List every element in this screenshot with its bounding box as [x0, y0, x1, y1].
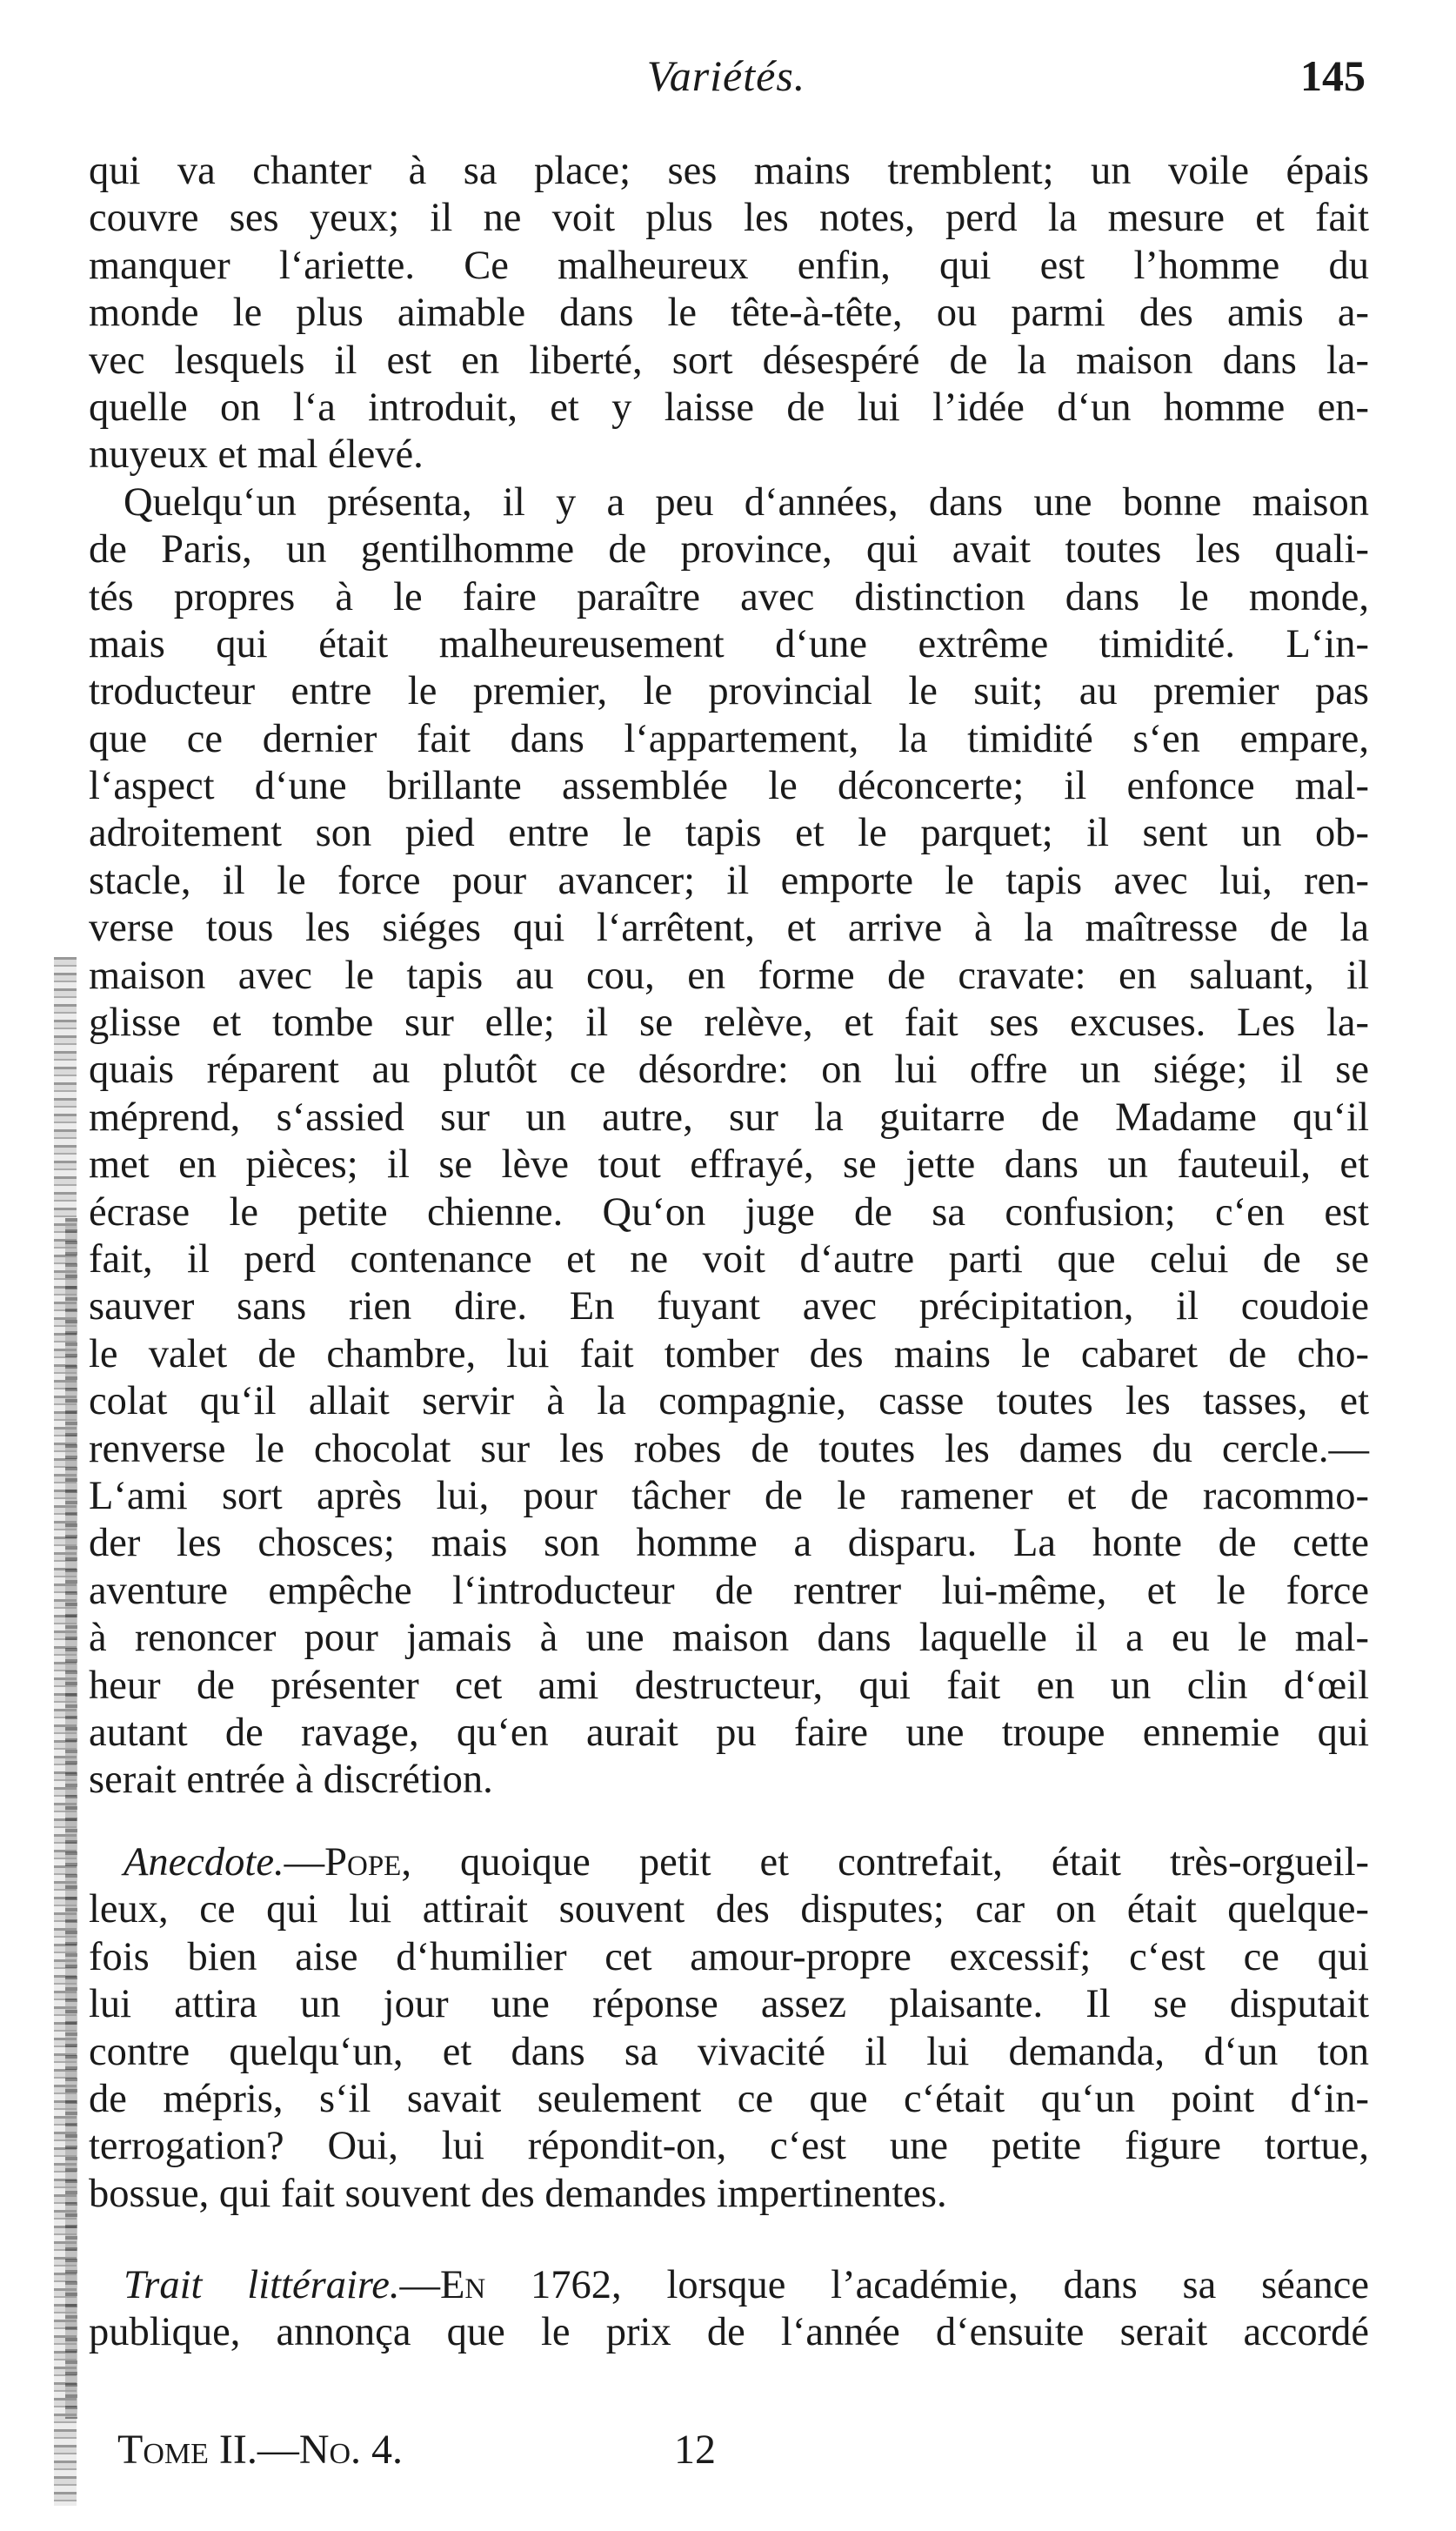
text-line: terrogation? Oui, lui répondit-on, c‘est une petite figure tortue, [89, 2124, 1369, 2169]
text-line: couvre ses yeux; il ne voit plus les notes, perd la mesure et fait [89, 196, 1369, 241]
text-line: glisse et tombe sur elle; il se relève, et fait ses excuses. Les la- [89, 1001, 1369, 1046]
text-line: L‘ami sort après lui, pour tâcher de le ramener et de racommo- [89, 1473, 1369, 1518]
text-line: maison avec le tapis au cou, en forme de cravate: en saluant, il [89, 953, 1369, 998]
text-line: troducteur entre le premier, le provincial le suit; au premier pas [89, 669, 1369, 714]
text-line: lui attira un jour une réponse assez plaisante. Il se disputait [89, 1982, 1369, 2027]
text-line: que ce dernier fait dans l‘appartement, la timidité s‘en empare, [89, 716, 1369, 761]
binding-edge-artifact [65, 1218, 77, 2419]
text-line: méprend, s‘assied sur un autre, sur la guitarre de Madame qu‘il [89, 1095, 1369, 1140]
text-line: publique, annonça que le prix de l‘année d‘ensuite serait accordé [89, 2310, 1369, 2355]
text-line: bossue, qui fait souvent des demandes impertinentes. [89, 2171, 947, 2216]
text-line: serait entrée à discrétion. [89, 1758, 493, 1803]
text-line: à renoncer pour jamais à une maison dans laquelle il a eu le mal- [89, 1616, 1369, 1661]
text-line: le valet de chambre, lui fait tomber des mains le cabaret de cho- [89, 1331, 1369, 1376]
anecdote-name: —Pope, [284, 1840, 411, 1885]
running-header [87, 50, 1366, 111]
text-line: contre quelqu‘un, et dans sa vivacité il lui demanda, d‘un ton [89, 2029, 1369, 2074]
text-line: qui va chanter à sa place; ses mains tremblent; un voile épais [89, 149, 1369, 193]
text-line: Quelqu‘un présenta, il y a peu d‘années, dans une bonne maison [124, 479, 1369, 525]
trait-heading: Trait littéraire. [124, 2263, 400, 2307]
text-line: heur de présenter cet ami destructeur, qui fait en un clin d‘œil [89, 1663, 1369, 1708]
running-title: Variétés. [646, 51, 806, 100]
trait-lead: —En [399, 2263, 486, 2307]
volume-mark: Tome II.—No. 4. [117, 2427, 404, 2473]
text-line: leux, ce qui lui attirait souvent des disputes; car on était quelque- [89, 1887, 1369, 1932]
text-line [89, 1839, 1369, 1886]
text-line: autant de ravage, qu‘en aurait pu faire une troupe ennemie qui [89, 1710, 1369, 1755]
literary-trait-block [89, 2262, 1369, 2357]
text-line: écrase le petite chienne. Qu‘on juge de sa confusion; c‘en est [89, 1189, 1369, 1235]
text-line: mais qui était malheureusement d‘une extrême timidité. L‘in- [89, 621, 1369, 666]
text-line: nuyeux et mal élevé. [89, 432, 424, 478]
text-line: colat qu‘il allait servir à la compagnie, casse toutes les tasses, et [89, 1379, 1369, 1424]
signature-mark: 12 [674, 2427, 716, 2473]
text-line: stacle, il le force pour avancer; il emporte le tapis avec lui, ren- [89, 858, 1369, 903]
text-line: der les chosces; mais son homme a disparu. La honte de cette [89, 1521, 1369, 1566]
page-footer [117, 2426, 716, 2474]
text-line: adroitement son pied entre le tapis et le parquet; il sent un ob- [89, 811, 1369, 856]
text-line: fois bien aise d‘humilier cet amour-propre excessif; c‘est ce qui [89, 1934, 1369, 1979]
text-line: de Paris, un gentilhomme de province, qui avait toutes les quali- [89, 527, 1369, 572]
text-line [89, 2262, 1369, 2309]
text-line: l‘aspect d‘une brillante assemblée le déconcerte; il enfonce mal- [89, 764, 1369, 809]
text-fragment: 1762, lorsque l’académie, dans sa séance [485, 2263, 1369, 2307]
text-line: quelle on l‘a introduit, et y laisse de lui l’idée d‘un homme en- [89, 385, 1369, 430]
text-line: vec lesquels il est en liberté, sort désespéré de la maison dans la- [89, 338, 1369, 383]
anecdote-heading: Anecdote. [124, 1840, 284, 1885]
main-text-block [89, 148, 1369, 1805]
text-line: verse tous les siéges qui l‘arrêtent, et arrive à la maîtresse de la [89, 906, 1369, 951]
text-line: tés propres à le faire paraître avec distinction dans le monde, [89, 574, 1369, 619]
page-number: 145 [1300, 51, 1366, 100]
text-line: sauver sans rien dire. En fuyant avec précipitation, il coudoie [89, 1284, 1369, 1329]
text-line: manquer l‘ariette. Ce malheureux enfin, qui est l’homme du [89, 243, 1369, 288]
text-line: met en pièces; il se lève tout effrayé, se jette dans un fauteuil, et [89, 1142, 1369, 1188]
text-line: renverse le chocolat sur les robes de toutes les dames du cercle.— [89, 1426, 1369, 1471]
text-line: quais réparent au plutôt ce désordre: on lui offre un siége; il se [89, 1048, 1369, 1093]
text-line: de mépris, s‘il savait seulement ce que c‘était qu‘un point d‘in- [89, 2076, 1369, 2121]
text-line: fait, il perd contenance et ne voit d‘autre parti que celui de se [89, 1236, 1369, 1282]
text-fragment: quoique petit et contrefait, était très-orgueil- [411, 1840, 1369, 1885]
anecdote-block [89, 1839, 1369, 2218]
text-line: aventure empêche l‘introducteur de rentrer lui-même, et le force [89, 1568, 1369, 1613]
text-line: monde le plus aimable dans le tête-à-tête, ou parmi des amis a- [89, 291, 1369, 336]
